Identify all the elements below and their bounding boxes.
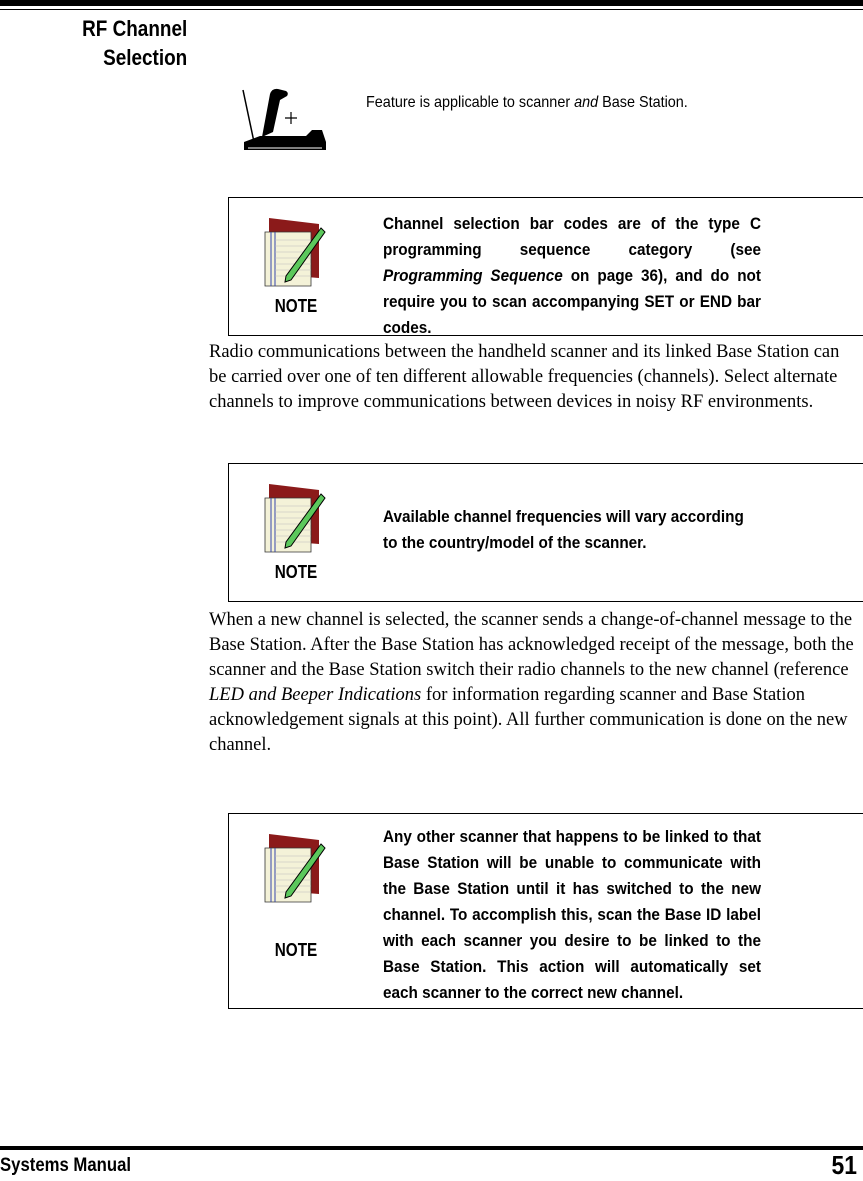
note1-part2: on page 36), and do not require you to scan accompanying SET or END bar codes. xyxy=(383,266,761,337)
body-paragraph-1: Radio communications between the handheld scanner and its linked Base Station can be carried over one of ten different allowable frequencies (channels). Select alternate channels to improve communications between devices in noisy RF environments. xyxy=(209,342,840,412)
body-paragraph-2 xyxy=(209,608,859,758)
note-box-1 xyxy=(228,197,863,336)
note-box-2 xyxy=(228,463,863,602)
applies-note xyxy=(366,94,688,112)
header-rule-thin xyxy=(0,9,863,10)
para2-reference: LED and Beeper Indications xyxy=(209,685,422,705)
para2-part2: for information regarding scanner and Base Station acknowledgement signals at this point). All further communication is done on the new channel. xyxy=(209,685,848,755)
scanner-base-icon xyxy=(240,82,330,154)
note-text-2: Available channel frequencies will vary according to the country/model of the scanner. xyxy=(383,507,744,552)
note-text-3: Any other scanner that happens to be linked to that Base Station will be unable to communicate with the Base Station until it has switched to the new channel. To accomplish this, scan the Base ID label with each scanner you desire to be linked to the Base Station. This action will automatically set each scanner to the correct new channel. xyxy=(383,827,761,1002)
note-box-3 xyxy=(228,813,863,1009)
page-number: 51 xyxy=(831,1150,857,1180)
applies-suffix: Base Station. xyxy=(598,94,688,111)
section-title-line2: Selection xyxy=(102,45,187,70)
note-label: NOTE xyxy=(274,940,318,960)
notebook-pen-icon xyxy=(261,832,327,908)
note-label: NOTE xyxy=(274,296,318,316)
footer-manual-title: Systems Manual xyxy=(0,1155,132,1176)
section-title xyxy=(82,14,187,72)
footer-rule xyxy=(0,1146,863,1150)
note-text-1 xyxy=(383,211,761,341)
notebook-pen-icon xyxy=(261,216,327,292)
applies-prefix: Feature is applicable to scanner xyxy=(366,94,575,111)
note-label: NOTE xyxy=(274,562,318,582)
para2-part1: When a new channel is selected, the scanner sends a change-of-channel message to the Base Station. After the Base Station has acknowledged receipt of the message, both the scanner and the Base Station switch their radio channels to the new channel (reference xyxy=(209,610,854,680)
applies-emphasis: and xyxy=(574,94,599,111)
section-title-line1: RF Channel xyxy=(81,16,187,41)
notebook-pen-icon xyxy=(261,482,327,558)
note1-reference: Programming Sequence xyxy=(383,266,563,285)
header-rule xyxy=(0,0,863,6)
note1-part1: Channel selection bar codes are of the type C programming sequence category (see xyxy=(383,214,761,259)
